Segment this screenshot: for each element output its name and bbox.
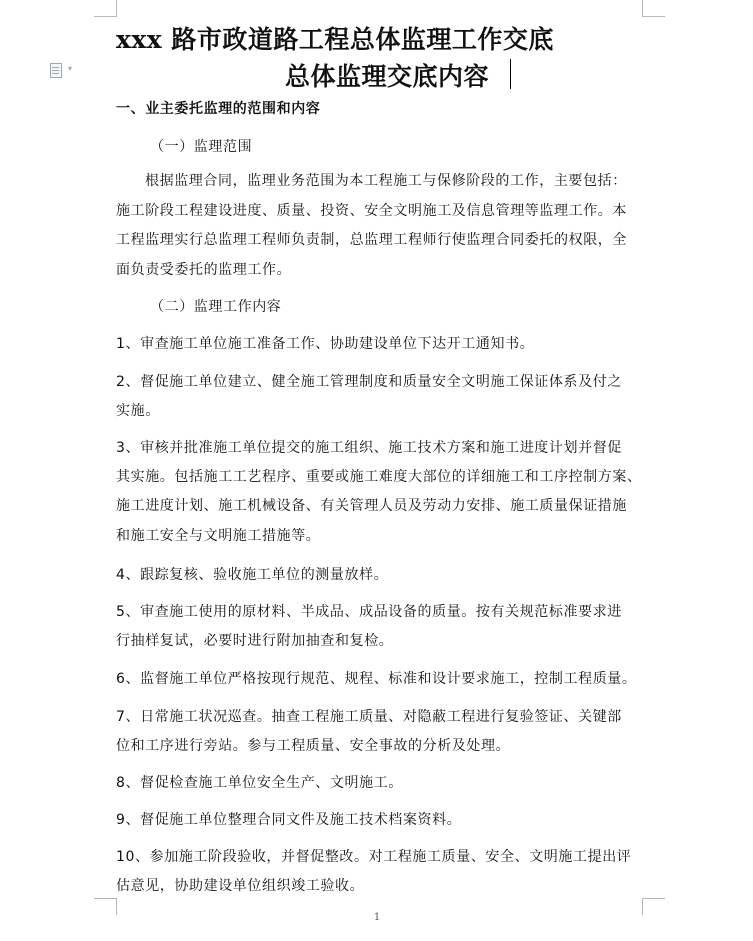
list-item-line: 施工进度计划、施工机械设备、有关管理人员及劳动力安排、施工质量保证措施: [116, 498, 627, 514]
list-item-line: 位和工序进行旁站。参与工程质量、安全事故的分析及处理。: [116, 738, 511, 754]
list-item-line: 实施。: [116, 403, 160, 419]
subsection-heading: （二）监理工作内容: [150, 299, 282, 315]
chevron-down-icon[interactable]: ▾: [68, 64, 73, 73]
list-item-line: 3、审核并批准施工单位提交的施工组织、施工技术方案和施工进度计划并督促: [116, 440, 622, 456]
list-item-line: 7、日常施工状况巡查。抽查工程施工质量、对隐蔽工程进行复验签证、关键部: [116, 709, 622, 725]
paragraph-line: 施工阶段工程建设进度、质量、投资、安全文明施工及信息管理等监理工作。本: [116, 203, 627, 219]
section-heading: 一、业主委托监理的范围和内容: [116, 101, 321, 117]
list-item-line: 1、审查施工单位施工准备工作、协助建设单位下达开工通知书。: [116, 336, 535, 352]
margin-corner-bottom-left: [94, 898, 117, 915]
list-item-line: 4、跟踪复核、验收施工单位的测量放样。: [116, 567, 389, 583]
text-cursor: [510, 59, 511, 89]
list-item-line: 8、督促检查施工单位安全生产、文明施工。: [116, 775, 403, 791]
list-item-line: 行抽样复试，必要时进行附加抽查和复检。: [116, 633, 394, 649]
list-item-line: 其实施。包括施工工艺程序、重要或施工难度大部位的详细施工和工序控制方案、: [116, 469, 642, 485]
list-item-line: 和施工安全与文明施工措施等。: [116, 528, 321, 544]
list-item-line: 估意见，协助建设单位组织竣工验收。: [116, 878, 365, 894]
subsection-heading: （一）监理范围: [150, 139, 253, 155]
list-item-line: 10、参加施工阶段验收，并督促整改。对工程施工质量、安全、文明施工提出评: [116, 849, 632, 865]
list-item-line: 5、审查施工使用的原材料、半成品、成品设备的质量。按有关规范标准要求进: [116, 604, 622, 620]
page-number: 1: [373, 912, 381, 923]
paragraph-line: 工程监理实行总监理工程师负责制，总监理工程师行使监理合同委托的权限，全: [116, 232, 627, 248]
list-item-line: 6、监督施工单位严格按现行规范、规程、标准和设计要求施工，控制工程质量。: [116, 671, 637, 687]
paragraph-doc-icon[interactable]: [50, 63, 62, 77]
list-item-line: 9、督促施工单位整理合同文件及施工技术档案资料。: [116, 812, 462, 828]
margin-corner-top-right: [642, 0, 665, 17]
margin-corner-bottom-right: [642, 898, 665, 915]
margin-corner-top-left: [94, 0, 117, 17]
document-title-line1: xxx 路市政道路工程总体监理工作交底: [116, 25, 554, 54]
document-title-line2: 总体监理交底内容: [285, 62, 490, 91]
paragraph-line: 面负责受委托的监理工作。: [116, 262, 292, 278]
paragraph-line: 根据监理合同，监理业务范围为本工程施工与保修阶段的工作，主要包括：: [145, 173, 627, 189]
list-item-line: 2、督促施工单位建立、健全施工管理制度和质量安全文明施工保证体系及付之: [116, 374, 622, 390]
